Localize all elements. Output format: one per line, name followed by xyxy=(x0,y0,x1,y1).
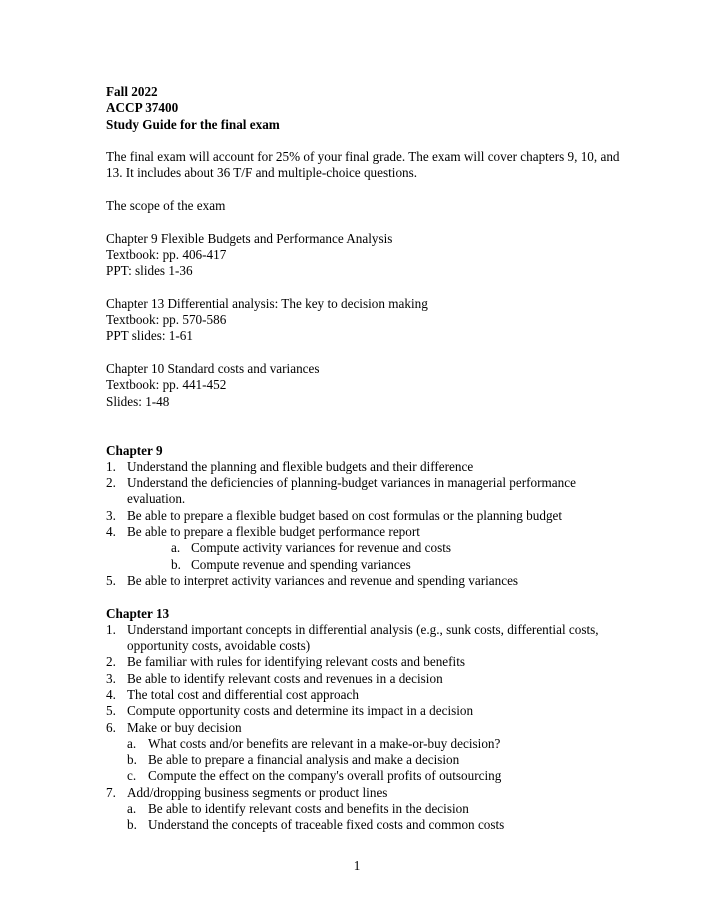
sub-list-item xyxy=(106,540,626,556)
item-text: Be familiar with rules for identifying relevant costs and benefits xyxy=(127,654,466,670)
item-number: 5. xyxy=(106,572,116,588)
scope-slides: Slides: 1-48 xyxy=(106,393,170,409)
item-text: Compute opportunity costs and determine its impact in a decision xyxy=(127,703,474,719)
item-text: Compute revenue and spending variances xyxy=(191,556,411,572)
item-number: 3. xyxy=(106,670,116,686)
list-item xyxy=(106,622,626,655)
item-letter: b. xyxy=(127,752,137,768)
item-text: Understand important concepts in differential analysis (e.g., sunk costs, differential costs, opportunity costs, avoidable costs) xyxy=(127,621,599,654)
scope-heading: The scope of the exam xyxy=(106,198,226,214)
item-number: 1. xyxy=(106,458,116,474)
scope-slides: PPT slides: 1-61 xyxy=(106,328,193,344)
item-text: Be able to prepare a flexible budget performance report xyxy=(127,524,420,540)
item-letter: b. xyxy=(171,556,181,572)
scope-slides: PPT: slides 1-36 xyxy=(106,263,193,279)
term: Fall 2022 xyxy=(106,84,158,99)
item-number: 5. xyxy=(106,703,116,719)
item-text: Be able to prepare a financial analysis and make a decision xyxy=(148,752,460,768)
document-body xyxy=(106,84,626,834)
item-number: 3. xyxy=(106,507,116,523)
scope-chapter-10 xyxy=(106,361,626,410)
item-number: 2. xyxy=(106,654,116,670)
sub-list-item xyxy=(106,736,626,752)
item-letter: a. xyxy=(127,801,137,817)
item-text: Be able to identify relevant costs and revenues in a decision xyxy=(127,670,443,686)
scope-chapter-13 xyxy=(106,296,626,345)
item-text: Understand the deficiencies of planning-budget variances in managerial performance evaluation. xyxy=(127,475,576,507)
sub-list-item xyxy=(106,752,626,768)
item-letter: a. xyxy=(171,540,181,556)
item-text: Understand the planning and flexible budgets and their difference xyxy=(127,458,474,474)
list-item xyxy=(106,524,626,540)
list-item xyxy=(106,508,626,524)
item-number: 1. xyxy=(106,621,116,637)
item-text: Add/dropping business segments or product lines xyxy=(127,784,388,800)
document-title: Study Guide for the final exam xyxy=(106,116,280,132)
sub-list-item xyxy=(106,801,626,817)
item-text: What costs and/or benefits are relevant in a make-or-buy decision? xyxy=(148,735,501,751)
item-number: 2. xyxy=(106,475,116,491)
scope-chapter-title: Chapter 10 Standard costs and variances xyxy=(106,361,320,377)
chapter-9-heading: Chapter 9 xyxy=(106,442,163,458)
item-text: Be able to interpret activity variances and revenue and spending variances xyxy=(127,572,519,588)
sub-list-item xyxy=(106,817,626,833)
scope-chapter-title: Chapter 13 Differential analysis: The key to decision making xyxy=(106,295,428,311)
list-item xyxy=(106,654,626,670)
page-number: 1 xyxy=(353,858,361,873)
list-item xyxy=(106,785,626,801)
list-item xyxy=(106,459,626,475)
chapter-13-list xyxy=(106,622,626,834)
sub-list-item xyxy=(106,557,626,573)
list-item xyxy=(106,703,626,719)
item-text: Be able to identify relevant costs and benefits in the decision xyxy=(148,801,469,817)
scope-chapter-9 xyxy=(106,231,626,280)
item-number: 4. xyxy=(106,524,116,540)
list-item xyxy=(106,720,626,736)
scope-chapter-title: Chapter 9 Flexible Budgets and Performance Analysis xyxy=(106,230,393,246)
list-item xyxy=(106,671,626,687)
list-item xyxy=(106,573,626,589)
item-letter: b. xyxy=(127,817,137,833)
list-item xyxy=(106,687,626,703)
item-text: Be able to prepare a flexible budget based on cost formulas or the planning budget xyxy=(127,507,563,523)
item-text: Compute the effect on the company's overall profits of outsourcing xyxy=(148,768,502,784)
sub-list-item xyxy=(106,768,626,784)
item-number: 6. xyxy=(106,719,116,735)
chapter-13-heading: Chapter 13 xyxy=(106,605,170,621)
item-letter: c. xyxy=(127,768,137,784)
chapter-9-list xyxy=(106,459,626,589)
scope-textbook-pages: Textbook: pp. 441-452 xyxy=(106,377,227,393)
list-item xyxy=(106,475,626,508)
item-letter: a. xyxy=(127,735,137,751)
item-text: Compute activity variances for revenue and costs xyxy=(191,540,451,556)
item-text: Make or buy decision xyxy=(127,719,242,735)
item-text: The total cost and differential cost approach xyxy=(127,686,359,702)
scope-textbook-pages: Textbook: pp. 570-586 xyxy=(106,312,227,328)
item-text: Understand the concepts of traceable fixed costs and common costs xyxy=(148,817,505,833)
course-code: ACCP 37400 xyxy=(106,100,179,116)
intro-paragraph: The final exam will account for 25% of your final grade. The exam will cover chapters 9, 10, and 13. It includes about 36 T/F and multiple-choice questions. xyxy=(106,149,620,181)
item-number: 7. xyxy=(106,784,116,800)
item-number: 4. xyxy=(106,686,116,702)
scope-textbook-pages: Textbook: pp. 406-417 xyxy=(106,246,227,262)
